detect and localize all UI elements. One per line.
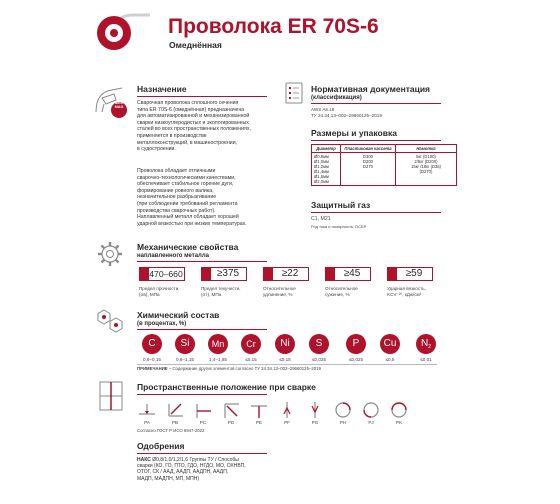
winding-value: (D270) <box>419 169 433 174</box>
normative-heading: Нормативная документация <box>311 84 431 94</box>
position-pf-icon <box>277 400 297 422</box>
mech-label-line: (σт), МПа <box>201 291 222 297</box>
purpose-line: сварочно-технологическими качествами, <box>137 174 236 181</box>
element-si-range: 0,8–1,15 <box>176 357 194 362</box>
purpose-heading: Назначение <box>137 84 187 94</box>
diameter-value: Ø1,2мм <box>314 164 329 169</box>
gas-heading: Защитный газ <box>311 200 371 210</box>
purpose-line: Наплавленный металл обладает хорошей <box>137 214 239 221</box>
mech-label-line: Относительное <box>263 286 296 291</box>
diameter-value: Ø2,0мм <box>314 179 329 184</box>
mech-tensile-value: 470–660 <box>149 269 183 279</box>
mech-impact-value: ≥59 <box>405 268 423 279</box>
purpose-rule <box>137 96 267 97</box>
winding-value: 2/5кг (D200) <box>414 159 438 164</box>
element-cr-range: ≤0,15 <box>245 357 257 362</box>
position-pj-label: PJ <box>368 420 374 425</box>
position-pe-label: PE <box>255 420 263 425</box>
position-pd-label: PD <box>227 420 235 425</box>
mech-yield-value: ≥375 <box>216 268 240 279</box>
document-icon <box>285 82 303 104</box>
purpose-line: применяется в производстве <box>137 132 207 139</box>
mech-elongation-box <box>263 267 309 281</box>
element-p-range: ≤0,025 <box>348 357 364 362</box>
sizes-cassettes-cell <box>341 153 396 186</box>
winding-value: 15кг /18кг (D3в) <box>411 164 441 169</box>
purpose-line: типа ER 70S-6 (омеднённая) предназначена <box>137 106 245 113</box>
mech-contraction-box <box>325 267 371 281</box>
mech-label-line: Ударная вязкость, <box>387 286 426 291</box>
normative-rule <box>311 103 441 104</box>
sizes-col-diameter: Диаметр <box>312 145 341 153</box>
position-pb-icon <box>165 400 185 422</box>
chem-heading: Химический состав <box>137 310 220 320</box>
mech-yield-label <box>201 286 261 297</box>
purpose-line: Проволока обладает отличными <box>137 168 216 174</box>
mech-impact-label <box>387 286 447 297</box>
purpose-line: Сварочная проволока сплошного сечения <box>137 100 239 106</box>
sizes-winding-cell <box>396 153 457 186</box>
mech-label-line: Предел текучести, <box>201 286 241 291</box>
mech-elongation-value: ≥22 <box>281 268 299 279</box>
sizes-col-winding: Намотка <box>396 145 457 153</box>
sizes-diameters-cell <box>312 153 341 186</box>
position-pf-label: PF <box>284 420 290 425</box>
mech-tensile-label <box>139 286 199 297</box>
sizes-col-cassette: Пластиковая кассета <box>341 145 396 153</box>
position-pc-icon <box>193 400 213 422</box>
element-si: Si <box>175 334 195 354</box>
purpose-line: металлоконструкций, в машиностроении, <box>137 139 238 146</box>
gas-rule <box>311 212 441 213</box>
mech-label-line: сужение, % <box>325 291 350 297</box>
diameter-value: Ø1,0мм <box>314 159 329 164</box>
position-pa-icon <box>137 400 157 422</box>
gear-icon <box>96 240 124 268</box>
element-n2-subscript: 2 <box>428 344 431 350</box>
winding-value: 5кг (D100) <box>416 154 436 159</box>
sizes-heading: Размеры и упаковка <box>311 128 397 138</box>
purpose-line: для автоматизированной и механизированной <box>137 113 250 120</box>
chem-note-rule <box>137 364 437 365</box>
mech-label-line: Относительное <box>325 286 358 291</box>
mech-heading: Механические свойства <box>137 242 239 252</box>
element-n2 <box>416 334 436 354</box>
position-pj-icon <box>361 400 381 422</box>
element-n2-range: ≤0,01 <box>420 357 432 362</box>
approvals-text <box>137 457 297 482</box>
approvals-rule <box>137 453 267 454</box>
mech-subheading: наплавленного металла <box>137 253 210 259</box>
page-subtitle: Омеднённая <box>169 40 222 50</box>
purpose-line: незначительное разбрызгивание <box>137 194 217 201</box>
element-n2-symbol: N <box>420 338 429 349</box>
purpose-line: (при соблюдении требований регламента <box>137 200 238 207</box>
element-mn-range: 1,4–1,85 <box>209 357 227 362</box>
weld-position-icon <box>96 378 126 414</box>
position-pe-icon <box>249 400 269 422</box>
element-c-range: 0,6–0,15 <box>143 357 161 362</box>
element-s: S <box>309 334 329 354</box>
page-title: Проволока ER 70S-6 <box>168 15 379 38</box>
approvals-line-3: ОТОГ, СК / ААД, ААДП, ААДПН, ААДП, <box>137 469 229 476</box>
badge-line-2: MAG <box>114 105 124 110</box>
purpose-line: сварки низкоуглеродистых и экологированных <box>137 119 249 126</box>
chem-note-text: – Содержание других элементов согласно ТУ 24.34.13–002–29660125–2019 <box>167 366 321 371</box>
purpose-line: ударной вязкостью при низких температурах. <box>137 220 247 227</box>
position-ph-label: PH <box>339 420 347 425</box>
purpose-paragraph-2 <box>137 168 277 227</box>
normative-subheading: (классификация) <box>311 95 362 101</box>
purpose-line: обеспечивает стабильное горение дуги, <box>137 181 234 188</box>
purpose-line: сталей во всех пространственных положениях, <box>137 126 251 133</box>
normative-line: AWS A5.18 <box>311 107 335 112</box>
position-ph-icon <box>333 400 353 422</box>
mech-rule <box>137 261 267 262</box>
mech-contraction-label <box>325 286 385 297</box>
approvals-heading: Одобрения <box>137 441 185 451</box>
mech-label-line: удлинение, % <box>263 291 293 297</box>
diameter-value: Ø1,6мм <box>314 174 329 179</box>
element-ni-range: ≤0,15 <box>279 357 291 362</box>
molecule-icon <box>96 308 126 336</box>
positions-rule <box>137 394 267 395</box>
mech-elongation-label <box>263 286 323 297</box>
cassette-value: D200 <box>362 159 373 164</box>
approvals-line-4: МАДП, МАДПН, МП, МПН) <box>137 475 200 482</box>
position-pc-label: PC <box>199 420 207 425</box>
mech-contraction-value: ≥45 <box>343 268 361 279</box>
cassette-value: D270 <box>362 164 373 169</box>
mig-mag-badge <box>111 101 127 110</box>
diameter-value: Ø0,8мм <box>314 154 329 159</box>
element-cu: Cu <box>380 334 400 354</box>
logo-icon <box>94 13 150 53</box>
position-pb-label: PB <box>171 420 179 425</box>
normative-line: ТУ 24.34.13–002–29660125–2019 <box>311 113 382 118</box>
gas-note: Род тока и полярность: DCEP <box>311 224 367 229</box>
mech-yield-box <box>201 267 247 281</box>
positions-note: Согласно ГОСТ Р ИСО 6947-2022 <box>137 428 205 433</box>
mech-label-line: Предел прочности, <box>139 286 180 291</box>
element-p: P <box>346 334 366 354</box>
position-pa-label: PA <box>144 420 150 425</box>
approvals-line-1: Ø0,8/1,0/1,2/1,6 Группы ТУ / Способы <box>150 457 239 463</box>
position-pk-icon <box>389 400 409 422</box>
sizes-rule <box>311 140 441 141</box>
mech-tensile-box <box>139 267 185 281</box>
mech-label-line: KCV⁻²⁰, кДж/см² <box>387 291 422 297</box>
position-pd-icon <box>221 400 241 422</box>
purpose-paragraph-1 <box>137 100 277 153</box>
purpose-line: производства сварочных работ). <box>137 207 216 214</box>
positions-row <box>137 400 437 430</box>
sizes-table <box>311 144 457 186</box>
element-c: C <box>142 334 162 354</box>
positions-heading: Пространственные положение при сварке <box>137 382 316 392</box>
gas-value: C1, M21 <box>311 216 331 222</box>
mech-impact-box <box>387 267 433 281</box>
purpose-line: формирование ровного валика, <box>137 187 214 194</box>
position-pk-label: PK <box>395 420 403 425</box>
element-s-range: ≤0,035 <box>311 357 327 362</box>
element-cr: Cr <box>241 334 261 354</box>
position-pg-label: PG <box>311 420 319 425</box>
chem-note <box>137 366 321 371</box>
normative-list <box>311 107 382 119</box>
approvals-line-2: сварки (КО, ГО, ПТО, ГДО, НГДО, МО, ОХНВП, <box>137 463 246 470</box>
chem-note-label: ПРИМЕЧАНИЕ <box>137 366 168 371</box>
chem-rule <box>137 329 267 330</box>
diameter-value: Ø1,4мм <box>314 169 329 174</box>
approvals-naks: НАКС <box>137 457 151 463</box>
badge-line-1: MIG/ <box>114 101 124 105</box>
chem-subheading: (в процентах, %) <box>137 321 187 327</box>
position-pg-icon <box>305 400 325 422</box>
purpose-line: в судостроении. <box>137 146 176 153</box>
element-cu-range: ≤0,5 <box>385 357 395 362</box>
cassette-value: D300 <box>362 154 373 159</box>
mech-label-line: (σв), МПа <box>139 291 160 297</box>
element-mn: Mn <box>208 334 228 354</box>
element-ni: Ni <box>275 334 295 354</box>
